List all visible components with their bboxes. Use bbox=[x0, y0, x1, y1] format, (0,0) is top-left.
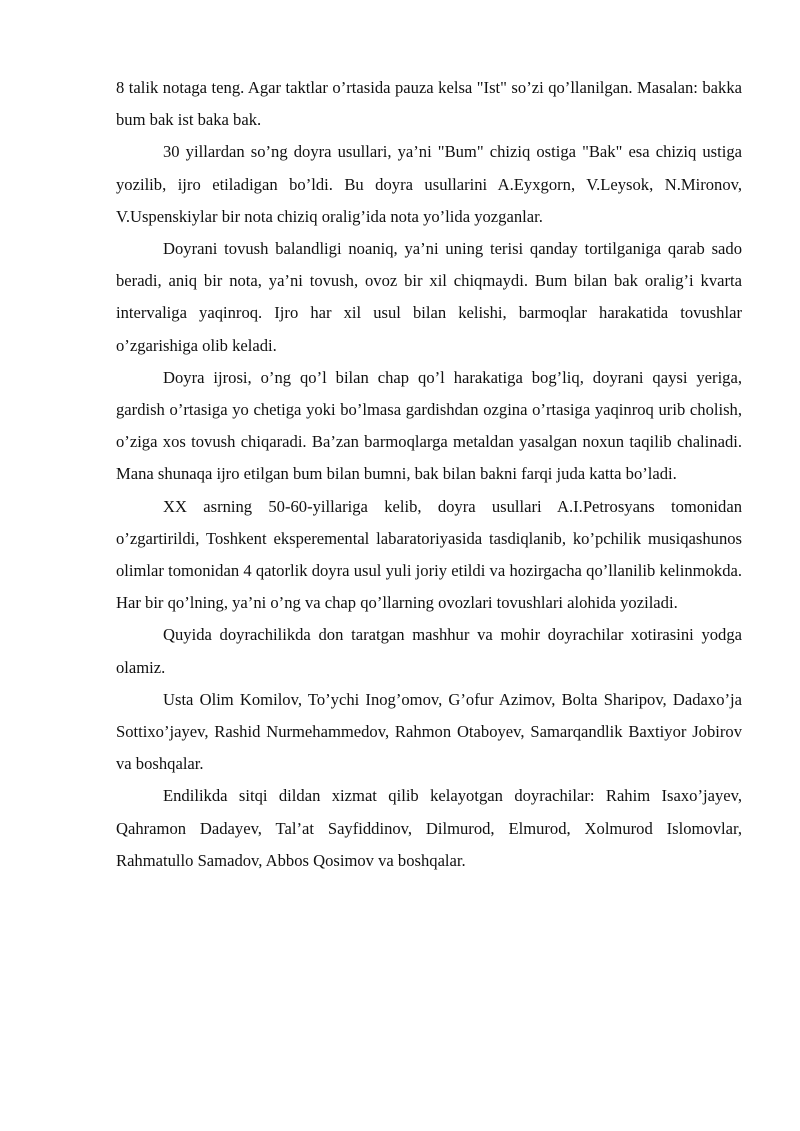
paragraph-doyra-pitch: Doyrani tovush balandligi noaniq, ya’ni uning terisi qanday tortilganiga qarab sado beradi, aniq bir nota, ya’ni tovush, ovoz bir xil chiqmaydi. Bum bilan bak oralig’i kvarta intervaliga yaqinroq. Ijro har xil usul bilan kelishi, barmoqlar harakatida tovushlar o’zgarishiga olib keladi. bbox=[116, 239, 742, 355]
document-page bbox=[116, 72, 742, 877]
paragraph-famous-players-list: Usta Olim Komilov, To’ychi Inog’omov, G’ofur Azimov, Bolta Sharipov, Dadaxo’ja Sottixo’jayev, Rashid Nurmehammedov, Rahmon Otaboyev, Samarqandlik Baxtiyor Jobirov va boshqalar. bbox=[116, 689, 742, 774]
paragraph-doyra-notation-1930s: 30 yillardan so’ng doyra usullari, ya’ni "Bum" chiziq ostiga "Bak" esa chiziq ustiga yozilib, ijro etiladigan bo’ldi. Bu doyra usullarini A.Eyxgorn, V.Leysok, N.Mironov, V.Uspenskiylar bir nota chiziq oralig’ida nota yo’lida yozganlar. bbox=[116, 142, 742, 226]
paragraph-doyra-performance: Doyra ijrosi, o’ng qo’l bilan chap qo’l harakatiga bog’liq, doyrani qaysi yeriga, gardish o’rtasiga yo chetiga yoki bo’lmasa gardishdan ozgina o’rtasiga yaqinroq urib cholish, o’ziga xos tovush chiqaradi. Ba’zan barmoqlarga metaldan yasalgan noxun taqilib chalinadi. Mana shunaqa ijro etilgan bum bilan bumni, bak bilan bakni farqi juda katta bo’ladi. bbox=[116, 367, 742, 484]
paragraph-famous-players-intro: Quyida doyrachilikda don taratgan mashhur va mohir doyrachilar xotirasini yodga olamiz. bbox=[116, 625, 742, 677]
paragraph-current-players-list: Endilikda sitqi dildan xizmat qilib kelayotgan doyrachilar: Rahim Isaxo’jayev, Qahramon Dadayev, Tal’at Sayfiddinov, Dilmurod, Elmurod, Xolmurod Islomovlar, Rahmatullo Samadov, Abbos Qosimov va boshqalar. bbox=[116, 786, 742, 870]
paragraph-continuation: 8 talik notaga teng. Agar taktlar o’rtasida pauza kelsa "Ist" so’zi qo’llanilgan. Masalan: bakka bum bak ist baka bak. bbox=[116, 78, 742, 130]
paragraph-petrosyans-notation: XX asrning 50-60-yillariga kelib, doyra usullari A.I.Petrosyans tomonidan o’zgartirildi, Toshkent eksperemental labaratoriyasida tasdiqlanib, ko’pchilik musiqashunos olimlar tomonidan 4 qatorlik doyra usul yuli joriy etildi va hozirgacha qo’llanilib kelinmokda. Har bir qo’lning, ya’ni o’ng va chap qo’llarning ovozlari tovushlari alohida yoziladi. bbox=[116, 496, 742, 613]
